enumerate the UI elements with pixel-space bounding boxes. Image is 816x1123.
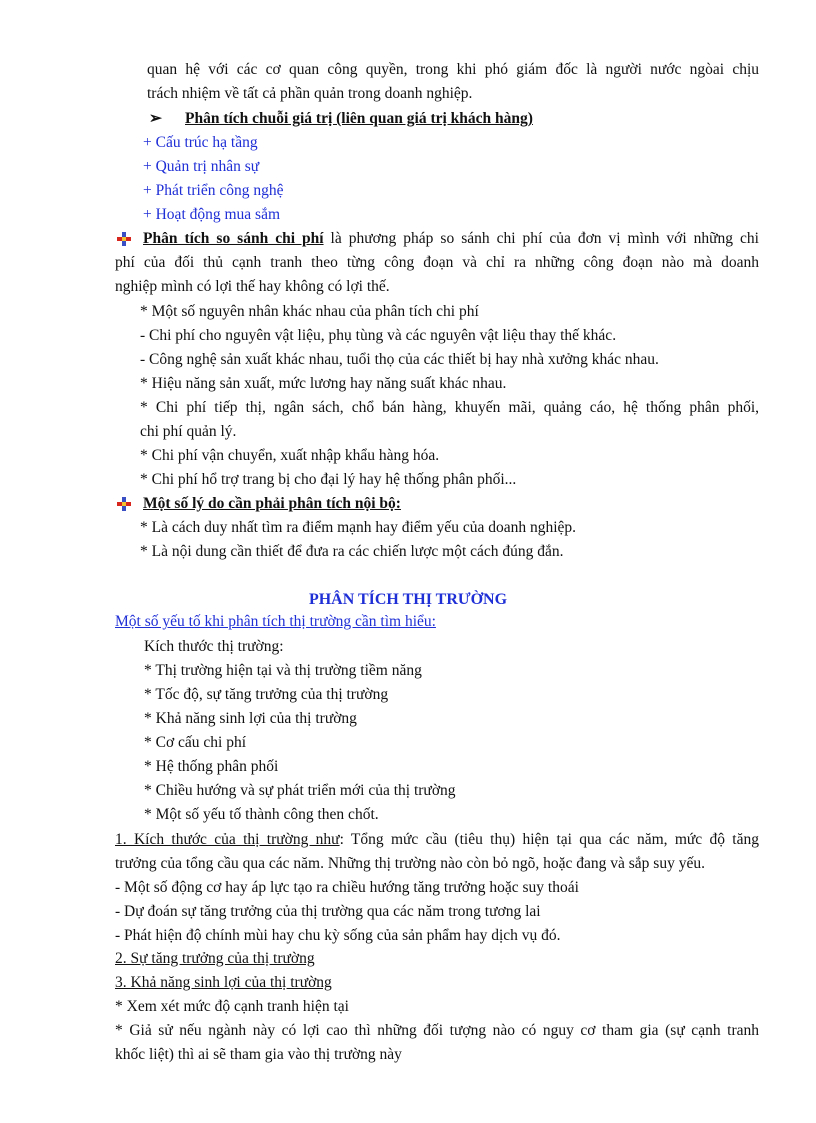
cost-point: * Hiệu năng sản xuất, mức lương hay năng suất khác nhau.: [140, 375, 507, 392]
market-subtitle: Một số yếu tố khi phân tích thị trường cần tìm hiểu:: [115, 613, 436, 630]
market-factor: * Hệ thống phân phối: [144, 758, 279, 775]
section-1-line-1: 1. Kích thước của thị trường như: Tổng mức cầu (tiêu thụ) hiện tại qua các năm, mức độ tăng: [115, 831, 759, 848]
cost-point: * Chi phí tiếp thị, ngân sách, chổ bán hàng, khuyến mãi, quảng cáo, hệ thống phân phối,: [140, 399, 759, 416]
plus-bullet-icon: [117, 497, 131, 511]
value-chain-item: + Cấu trúc hạ tầng: [143, 134, 258, 151]
cost-point: - Chi phí cho nguyên vật liệu, phụ tùng và các nguyên vật liệu thay thế khác.: [140, 327, 617, 344]
cost-compare-line-1: Phân tích so sánh chi phí là phương pháp so sánh chi phí của đơn vị mình với những chi: [143, 230, 759, 247]
arrow-bullet-icon: ➢: [149, 110, 162, 127]
market-size-label: Kích thước thị trường:: [144, 638, 284, 655]
cost-compare-term: Phân tích so sánh chi phí: [143, 230, 324, 247]
section-3-label: 3. Khả năng sinh lợi của thị trường: [115, 974, 332, 991]
cost-point: chi phí quản lý.: [140, 423, 237, 440]
cost-point: * Chi phí vận chuyển, xuất nhập khẩu hàng hóa.: [140, 447, 440, 464]
section-3-point: * Xem xét mức độ cạnh tranh hiện tại: [115, 998, 349, 1015]
cost-point: - Công nghệ sản xuất khác nhau, tuổi thọ của các thiết bị hay nhà xưởng khác nhau.: [140, 351, 659, 368]
market-title: PHÂN TÍCH THỊ TRƯỜNG: [308, 591, 508, 608]
section-1-line-2: trưởng của tổng cầu qua các năm. Những thị trường nào còn bỏ ngõ, hoặc đang và sắp suy yếu.: [115, 855, 705, 872]
intro-line-2: trách nhiệm về tất cả phần quản trong doanh nghiệp.: [147, 85, 473, 102]
cost-point: * Chi phí hổ trợ trang bị cho đại lý hay hệ thống phân phối...: [140, 471, 517, 488]
cost-compare-line-3: nghiệp mình có lợi thế hay không có lợi thế.: [115, 278, 390, 295]
section-1-point: - Phát hiện độ chính mùi hay chu kỳ sống của sản phẩm hay dịch vụ đó.: [115, 927, 561, 944]
plus-bullet-icon: [117, 232, 131, 246]
value-chain-heading: Phân tích chuỗi giá trị (liên quan giá trị khách hàng): [185, 110, 533, 127]
market-factor: * Khả năng sinh lợi của thị trường: [144, 710, 357, 727]
market-factor: * Một số yếu tố thành công then chốt.: [144, 806, 379, 823]
intro-line-1: quan hệ với các cơ quan công quyền, trong khi phó giám đốc là người nước ngòai chịu: [147, 61, 759, 78]
cost-point: * Một số nguyên nhân khác nhau của phân tích chi phí: [140, 303, 479, 320]
value-chain-item: + Hoạt động mua sắm: [143, 206, 281, 223]
section-1-point: - Một số động cơ hay áp lực tạo ra chiều hướng tăng trưởng hoặc suy thoái: [115, 879, 579, 896]
value-chain-item: + Quản trị nhân sự: [143, 158, 260, 175]
reason-point: * Là cách duy nhất tìm ra điểm mạnh hay điểm yếu của doanh nghiệp.: [140, 519, 577, 536]
section-2-label: 2. Sự tăng trưởng của thị trường: [115, 950, 315, 967]
section-1-point: - Dự đoán sự tăng trưởng của thị trường qua các năm trong tương lai: [115, 903, 541, 920]
value-chain-heading-row: [149, 108, 533, 130]
section-3-point: * Giả sử nếu ngành này có lợi cao thì những đối tượng nào có nguy cơ tham gia (sự cạnh tranh: [115, 1022, 759, 1039]
value-chain-item: + Phát triển công nghệ: [143, 182, 284, 199]
reasons-heading: Một số lý do cần phải phân tích nội bộ:: [143, 495, 401, 512]
market-factor: * Cơ cấu chi phí: [144, 734, 247, 751]
cost-compare-line-2: phí của đối thủ cạnh tranh theo từng công đoạn và chỉ ra những công đoạn nào mà doanh: [115, 254, 759, 271]
market-factor: * Thị trường hiện tại và thị trường tiềm năng: [144, 662, 422, 679]
market-factor: * Tốc độ, sự tăng trưởng của thị trường: [144, 686, 389, 703]
market-factor: * Chiều hướng và sự phát triển mới của thị trường: [144, 782, 456, 799]
reason-point: * Là nội dung cần thiết để đưa ra các chiến lược một cách đúng đắn.: [140, 543, 564, 560]
section-3-point: khốc liệt) thì ai sẽ tham gia vào thị trường này: [115, 1046, 402, 1063]
section-1-label: 1. Kích thước của thị trường như: [115, 831, 340, 848]
